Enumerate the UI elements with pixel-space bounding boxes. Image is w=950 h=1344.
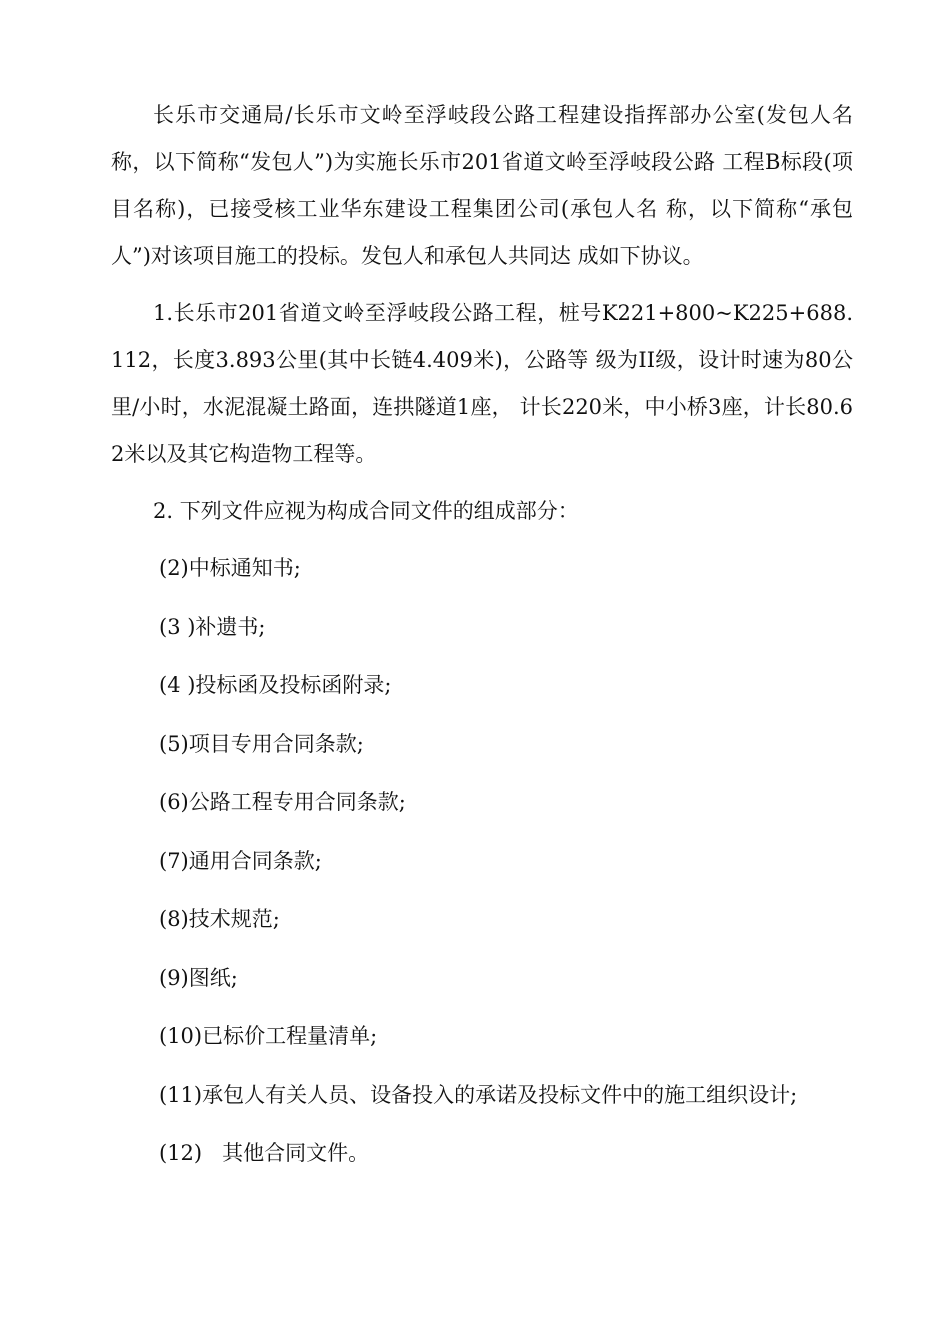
list-item: (9)图纸; (159, 965, 238, 990)
document-page (111, 92, 853, 1189)
project-description-paragraph: 1.长乐市201省道文岭至浮岐段公路工程，桩号K221+800~K225+688.112，长度3.893公里(其中长链4.409米)，公路等 级为II级，设计时速为80公里/小时，水泥混凝土路面，连拱隧道1座， 计长220米，中小桥3座，计长80.62米以及其它构造物工程等。 (111, 301, 853, 466)
list-item: (8)技术规范; (159, 907, 280, 931)
list-item: (10)已标价工程量清单; (159, 1024, 378, 1048)
contract-documents-heading: 2. 下列文件应视为构成合同文件的组成部分： (153, 499, 579, 523)
list-item: (6)公路工程专用合同条款; (159, 790, 406, 814)
list-item: (11)承包人有关人员、设备投入的承诺及投标文件中的施工组织设计; (159, 1082, 798, 1107)
list-item-number: (12) (159, 1141, 203, 1165)
list-item-last (111, 1130, 853, 1177)
agreement-intro-paragraph: 长乐市交通局/长乐市文岭至浮岐段公路工程建设指挥部办公室(发包人名称，以下简称“发包人”)为实施长乐市201省道文岭至浮岐段公路 工程B标段(项目名称)，已接受核工业华东建设工程集团公司(承包人名 称，以下简称“承包人”)对该项目施工的投标。发包人和承包人共同达 成如下协议。 (111, 103, 853, 268)
contract-documents-list (111, 545, 853, 1177)
list-item: (2)中标通知书; (159, 556, 301, 580)
list-item-text: 其他合同文件。 (222, 1141, 370, 1165)
list-item: (5)项目专用合同条款; (159, 731, 364, 756)
list-item: (3 )补遗书; (159, 614, 266, 639)
list-item: (7)通用合同条款; (159, 848, 322, 873)
list-item: (4 )投标函及投标函附录; (159, 673, 392, 697)
